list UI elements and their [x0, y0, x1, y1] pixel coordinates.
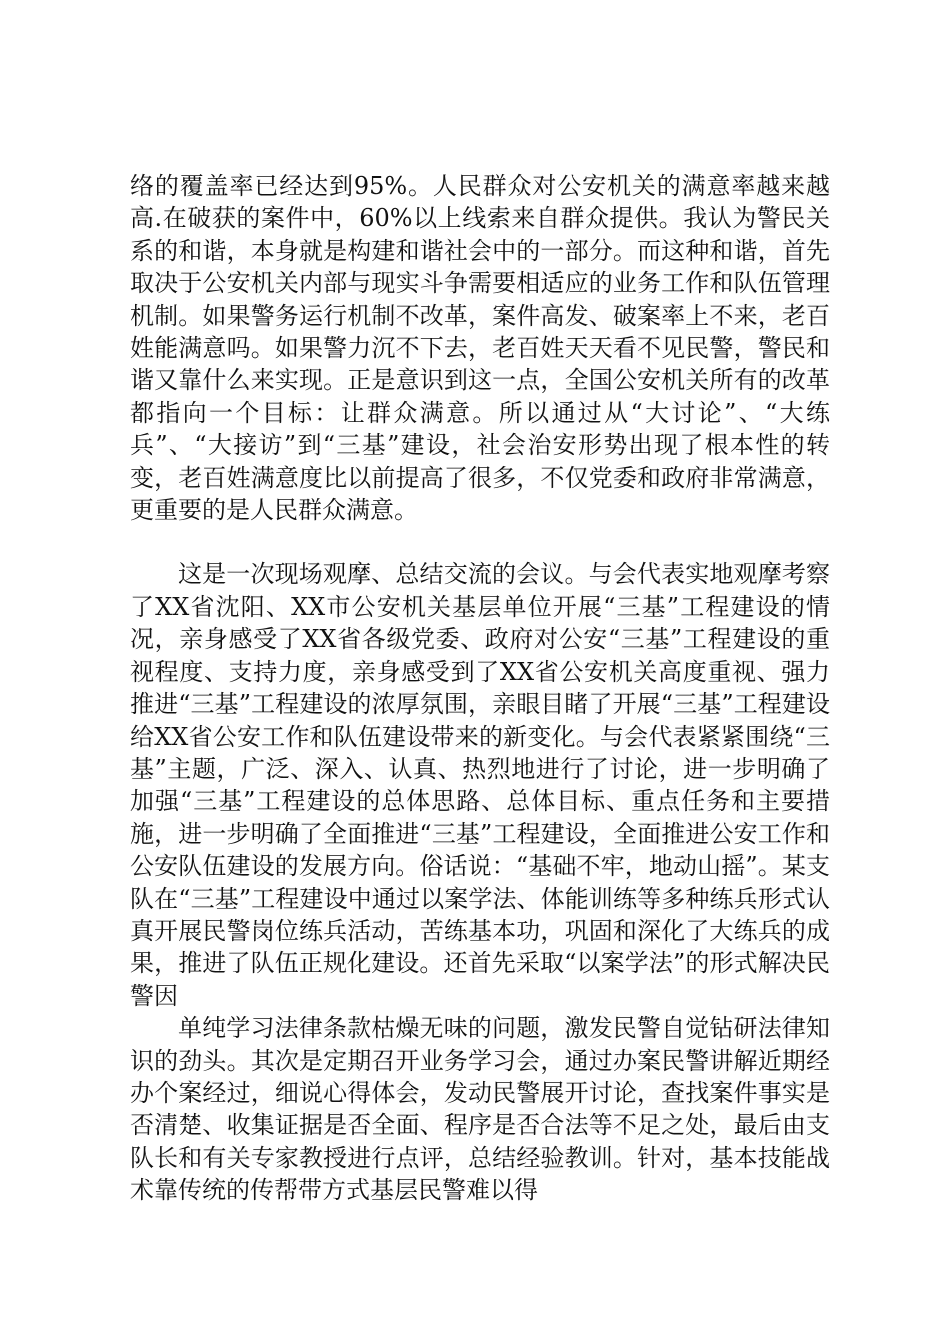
paragraph-3: 单纯学习法律条款枯燥无味的问题，激发民警自觉钻研法律知识的劲头。其次是定期召开业务学习会，通过办案民警讲解近期经办个案经过，细说心得体会，发动民警展开讨论，查找案件事实是否清楚、收集证据是否全面、程序是否合法等不足之处，最后由支队长和有关专家教授进行点评，总结经验教训。针对，基本技能战术靠传统的传帮带方式基层民警难以得	[130, 1014, 830, 1205]
paragraph-2: 这是一次现场观摩、总结交流的会议。与会代表实地观摩考察了XX省沈阳、XX市公安机关基层单位开展“三基”工程建设的情况，亲身感受了XX省各级党委、政府对公安“三基”工程建设的重视程度、支持力度，亲身感受到了XX省公安机关高度重视、强力推进“三基”工程建设的浓厚氛围，亲眼目睹了开展“三基”工程建设给XX省公安工作和队伍建设带来的新变化。与会代表紧紧围绕“三基”主题，广泛、深入、认真、热烈地进行了讨论，进一步明确了加强“三基”工程建设的总体思路、总体目标、重点任务和主要措施，进一步明确了全面推进“三基”工程建设，全面推进公安工作和公安队伍建设的发展方向。俗话说：“基础不牢，地动山摇”。某支队在“三基”工程建设中通过以案学法、体能训练等多种练兵形式认真开展民警岗位练兵活动，苦练基本功，巩固和深化了大练兵的成果，推进了队伍正规化建设。还首先采取“以案学法”的形式解决民警因	[130, 560, 830, 1010]
document-body	[130, 170, 830, 1207]
paragraph-spacer	[130, 526, 830, 558]
paragraph-1: 络的覆盖率已经达到95%。人民群众对公安机关的满意率越来越高.在破获的案件中，60%以上线索来自群众提供。我认为警民关系的和谐，本身就是构建和谐社会中的一部分。而这种和谐，首先取决于公安机关内部与现实斗争需要相适应的业务工作和队伍管理机制。如果警务运行机制不改革，案件高发、破案率上不来，老百姓能满意吗。如果警力沉不下去，老百姓天天看不见民警，警民和谐又靠什么来实现。正是意识到这一点，全国公安机关所有的改革都指向一个目标：让群众满意。所以通过从“大讨论”、“大练兵”、“大接访”到“三基”建设，社会治安形势出现了根本性的转变，老百姓满意度比以前提高了很多，不仅党委和政府非常满意，更重要的是人民群众满意。	[130, 172, 830, 525]
